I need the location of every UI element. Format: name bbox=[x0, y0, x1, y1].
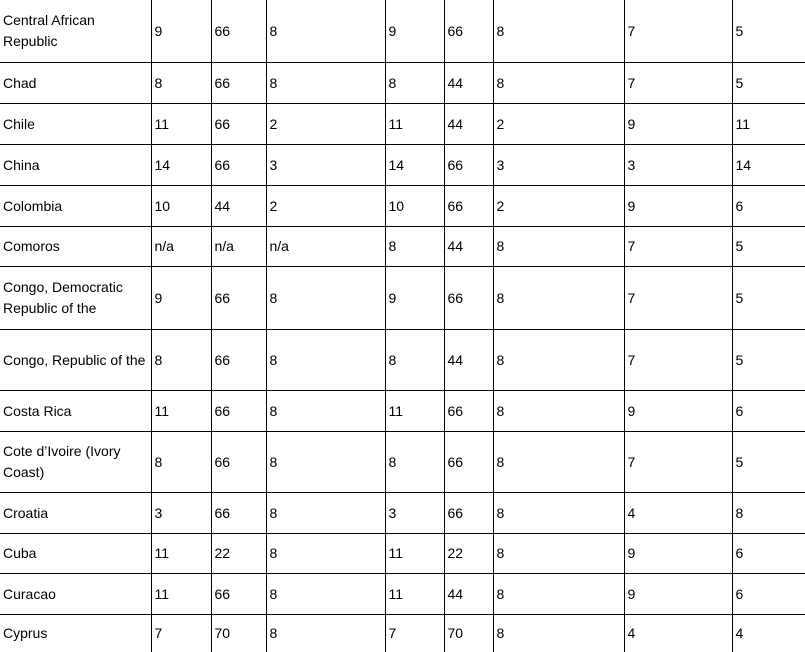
value-cell: 8 bbox=[493, 615, 624, 652]
value-cell: 8 bbox=[732, 493, 805, 534]
value-cell: 8 bbox=[493, 493, 624, 534]
value-cell: 66 bbox=[211, 63, 266, 104]
value-cell: 8 bbox=[385, 330, 444, 391]
value-cell: 8 bbox=[151, 330, 211, 391]
value-cell: 66 bbox=[444, 391, 493, 432]
value-cell: 2 bbox=[266, 186, 385, 227]
value-cell: 5 bbox=[732, 330, 805, 391]
value-cell: 8 bbox=[266, 534, 385, 574]
value-cell: 7 bbox=[624, 63, 732, 104]
value-cell: 44 bbox=[211, 186, 266, 227]
table-row bbox=[0, 63, 805, 104]
value-cell: 44 bbox=[444, 330, 493, 391]
table-row bbox=[0, 0, 805, 63]
table-row bbox=[0, 432, 805, 493]
value-cell: 8 bbox=[385, 227, 444, 267]
value-cell: 14 bbox=[151, 145, 211, 186]
value-cell: 14 bbox=[732, 145, 805, 186]
value-cell: 8 bbox=[493, 0, 624, 63]
value-cell: 22 bbox=[211, 534, 266, 574]
value-cell: 66 bbox=[444, 145, 493, 186]
value-cell: 7 bbox=[624, 267, 732, 330]
value-cell: 11 bbox=[151, 574, 211, 615]
value-cell: 11 bbox=[385, 534, 444, 574]
value-cell: 5 bbox=[732, 0, 805, 63]
value-cell: 2 bbox=[493, 104, 624, 145]
value-cell: n/a bbox=[211, 227, 266, 267]
value-cell: 8 bbox=[385, 63, 444, 104]
value-cell: 5 bbox=[732, 267, 805, 330]
table-row bbox=[0, 574, 805, 615]
country-cell: Cyprus bbox=[0, 615, 151, 652]
value-cell: 11 bbox=[151, 391, 211, 432]
value-cell: 2 bbox=[266, 104, 385, 145]
value-cell: 5 bbox=[732, 432, 805, 493]
value-cell: 9 bbox=[624, 104, 732, 145]
value-cell: 4 bbox=[624, 615, 732, 652]
value-cell: 8 bbox=[493, 432, 624, 493]
value-cell: 3 bbox=[624, 145, 732, 186]
value-cell: 6 bbox=[732, 574, 805, 615]
value-cell: 3 bbox=[151, 493, 211, 534]
value-cell: 11 bbox=[385, 574, 444, 615]
value-cell: 8 bbox=[493, 391, 624, 432]
country-cell: Chile bbox=[0, 104, 151, 145]
value-cell: 8 bbox=[493, 227, 624, 267]
value-cell: 7 bbox=[151, 615, 211, 652]
value-cell: 66 bbox=[211, 145, 266, 186]
value-cell: 8 bbox=[385, 432, 444, 493]
value-cell: n/a bbox=[151, 227, 211, 267]
value-cell: 5 bbox=[732, 227, 805, 267]
value-cell: 66 bbox=[211, 432, 266, 493]
value-cell: 9 bbox=[624, 534, 732, 574]
value-cell: 11 bbox=[732, 104, 805, 145]
value-cell: 11 bbox=[385, 104, 444, 145]
table-row bbox=[0, 267, 805, 330]
country-cell: Congo, Democratic Republic of the bbox=[0, 267, 151, 330]
country-cell: China bbox=[0, 145, 151, 186]
value-cell: 6 bbox=[732, 391, 805, 432]
value-cell: 7 bbox=[624, 0, 732, 63]
value-cell: 5 bbox=[732, 63, 805, 104]
value-cell: 6 bbox=[732, 534, 805, 574]
country-cell: Congo, Republic of the bbox=[0, 330, 151, 391]
value-cell: 10 bbox=[385, 186, 444, 227]
value-cell: 7 bbox=[624, 330, 732, 391]
value-cell: 4 bbox=[732, 615, 805, 652]
value-cell: 8 bbox=[266, 0, 385, 63]
table-row bbox=[0, 145, 805, 186]
value-cell: 9 bbox=[151, 267, 211, 330]
value-cell: 8 bbox=[493, 63, 624, 104]
value-cell: 11 bbox=[385, 391, 444, 432]
value-cell: 6 bbox=[732, 186, 805, 227]
country-cell: Comoros bbox=[0, 227, 151, 267]
value-cell: 66 bbox=[444, 186, 493, 227]
value-cell: 8 bbox=[266, 267, 385, 330]
table-row bbox=[0, 227, 805, 267]
value-cell: 66 bbox=[211, 104, 266, 145]
value-cell: 4 bbox=[624, 493, 732, 534]
table-row bbox=[0, 330, 805, 391]
table-row bbox=[0, 391, 805, 432]
table-row bbox=[0, 104, 805, 145]
country-cell: Costa Rica bbox=[0, 391, 151, 432]
value-cell: n/a bbox=[266, 227, 385, 267]
value-cell: 8 bbox=[151, 63, 211, 104]
value-cell: 44 bbox=[444, 574, 493, 615]
value-cell: 8 bbox=[266, 63, 385, 104]
table-row bbox=[0, 615, 805, 652]
country-cell: Croatia bbox=[0, 493, 151, 534]
value-cell: 8 bbox=[266, 574, 385, 615]
value-cell: 66 bbox=[211, 493, 266, 534]
value-cell: 11 bbox=[151, 534, 211, 574]
value-cell: 7 bbox=[624, 227, 732, 267]
value-cell: 9 bbox=[385, 267, 444, 330]
value-cell: 66 bbox=[211, 267, 266, 330]
value-cell: 44 bbox=[444, 63, 493, 104]
value-cell: 66 bbox=[444, 267, 493, 330]
table-row bbox=[0, 493, 805, 534]
value-cell: 8 bbox=[493, 330, 624, 391]
value-cell: 8 bbox=[266, 330, 385, 391]
value-cell: 70 bbox=[211, 615, 266, 652]
value-cell: 8 bbox=[266, 432, 385, 493]
value-cell: 66 bbox=[211, 330, 266, 391]
value-cell: 9 bbox=[624, 391, 732, 432]
value-cell: 44 bbox=[444, 227, 493, 267]
value-cell: 3 bbox=[266, 145, 385, 186]
value-cell: 8 bbox=[493, 534, 624, 574]
value-cell: 8 bbox=[151, 432, 211, 493]
value-cell: 66 bbox=[211, 391, 266, 432]
value-cell: 10 bbox=[151, 186, 211, 227]
country-cell: Cuba bbox=[0, 534, 151, 574]
table-row bbox=[0, 534, 805, 574]
value-cell: 66 bbox=[444, 0, 493, 63]
value-cell: 3 bbox=[385, 493, 444, 534]
value-cell: 3 bbox=[493, 145, 624, 186]
value-cell: 7 bbox=[624, 432, 732, 493]
value-cell: 9 bbox=[151, 0, 211, 63]
value-cell: 2 bbox=[493, 186, 624, 227]
value-cell: 66 bbox=[211, 0, 266, 63]
country-cell: Chad bbox=[0, 63, 151, 104]
country-cell: Cote d’Ivoire (Ivory Coast) bbox=[0, 432, 151, 493]
value-cell: 66 bbox=[444, 493, 493, 534]
value-cell: 70 bbox=[444, 615, 493, 652]
value-cell: 14 bbox=[385, 145, 444, 186]
value-cell: 9 bbox=[624, 186, 732, 227]
value-cell: 44 bbox=[444, 104, 493, 145]
value-cell: 8 bbox=[493, 267, 624, 330]
value-cell: 11 bbox=[151, 104, 211, 145]
value-cell: 9 bbox=[624, 574, 732, 615]
value-cell: 66 bbox=[211, 574, 266, 615]
table-row bbox=[0, 186, 805, 227]
value-cell: 8 bbox=[266, 391, 385, 432]
country-cell: Curacao bbox=[0, 574, 151, 615]
country-cell: Central African Republic bbox=[0, 0, 151, 63]
country-cell: Colombia bbox=[0, 186, 151, 227]
value-cell: 8 bbox=[493, 574, 624, 615]
value-cell: 8 bbox=[266, 615, 385, 652]
value-cell: 8 bbox=[266, 493, 385, 534]
value-cell: 7 bbox=[385, 615, 444, 652]
value-cell: 66 bbox=[444, 432, 493, 493]
value-cell: 22 bbox=[444, 534, 493, 574]
value-cell: 9 bbox=[385, 0, 444, 63]
